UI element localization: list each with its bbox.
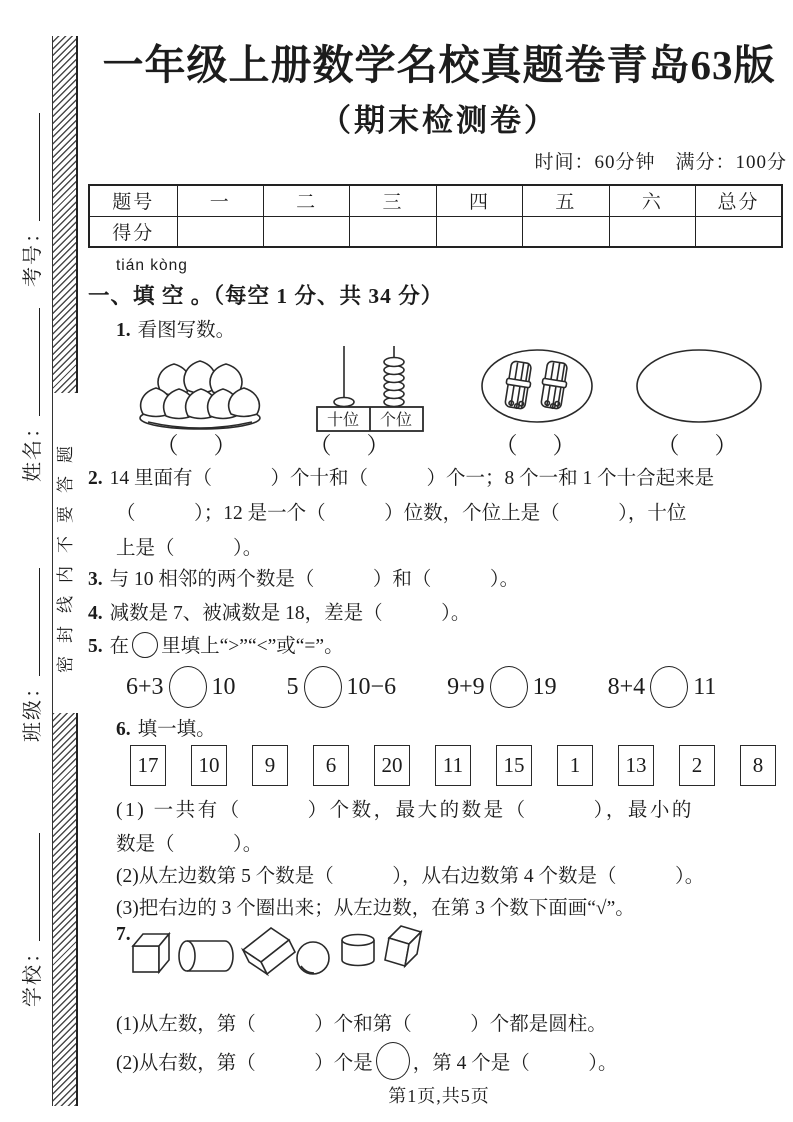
question-3-number: 3.: [88, 569, 103, 590]
class-label: 班级：: [21, 676, 44, 742]
comparison-left: 6+3: [126, 673, 164, 700]
question-5: [88, 630, 344, 658]
compare-circle-blank-icon: [169, 666, 207, 708]
question-4-number: 4.: [88, 603, 103, 624]
comparison-left: 5: [286, 673, 299, 700]
question-2-text-1: 14 里面有（ ）个十和（ ）个一；8 个一和 1 个十合起来是: [109, 468, 715, 489]
name-label: 姓名：: [21, 416, 44, 482]
comparison-left: 9+9: [447, 673, 485, 700]
exam-number-blank-line: [39, 113, 40, 221]
seal-line-text: 密封线内不要答题: [53, 393, 79, 713]
number-box: 17: [130, 745, 166, 786]
name-blank-line: [39, 308, 40, 416]
score-cell: [177, 216, 263, 247]
number-box-row: [130, 745, 776, 786]
question-7-sub-2: [116, 1042, 618, 1080]
comparison-right: 11: [693, 673, 717, 700]
number-box: 8: [740, 745, 776, 786]
exam-number-label: 考号：: [21, 221, 44, 287]
abacus-tens-label: 十位: [326, 412, 360, 429]
question-7-sub-2-pre: (2)从右数，第（ ）个是: [116, 1053, 373, 1074]
question-6-sub-1b: 数是（ ）。: [116, 834, 263, 855]
compare-circle-blank-icon: [304, 666, 342, 708]
score-table-header-row: [89, 185, 782, 216]
col-three: 三: [350, 185, 436, 216]
compare-circle-blank-icon: [650, 666, 688, 708]
score-cell: [696, 216, 782, 247]
sidebar-field-name: [15, 287, 45, 503]
class-blank-line: [39, 568, 40, 676]
comparison-item: [608, 666, 717, 708]
question-4: [88, 597, 470, 625]
question-3-text: 与 10 相邻的两个数是（ ）和（ ）。: [109, 569, 520, 590]
time-score-info: 时间：60分钟 满分：100分: [534, 152, 787, 173]
comparison-item: [126, 666, 236, 708]
comparison-item: [287, 666, 397, 708]
col-one: 一: [177, 185, 263, 216]
answer-blank-3: （ ）: [494, 433, 582, 458]
answer-blank-4: （ ）: [656, 433, 744, 458]
number-box: 2: [679, 745, 715, 786]
question-3: [88, 563, 519, 591]
number-box: 1: [557, 745, 593, 786]
number-box: 15: [496, 745, 532, 786]
number-box: 11: [435, 745, 471, 786]
sidebar-field-exam-number: [15, 92, 45, 308]
score-cell: [263, 216, 349, 247]
abacus-ones-label: 个位: [379, 412, 413, 429]
question-6-number: 6.: [116, 719, 131, 740]
score-cell: [523, 216, 609, 247]
school-blank-line: [39, 833, 40, 941]
stick-bundles-figure: [480, 348, 595, 431]
question-5-text-pre: 在: [109, 636, 130, 657]
col-six: 六: [609, 185, 695, 216]
pinyin-annotation: tián kòng: [116, 257, 188, 274]
comparison-left: 8+4: [607, 673, 646, 700]
question-2-line-1: [88, 462, 714, 490]
comparison-row: [126, 666, 786, 708]
question-6-sub-2: (2)从左边数第 5 个数是（ ），从右边数第 4 个数是（ ）。: [116, 866, 705, 887]
question-2-number: 2.: [88, 468, 103, 489]
score-table: [88, 184, 783, 248]
answer-blank-1: （ ）: [155, 433, 243, 458]
number-box: 9: [252, 745, 288, 786]
comparison-right: 10: [211, 673, 236, 700]
score-cell: [350, 216, 436, 247]
comparison-right: 19: [532, 673, 557, 700]
score-table-score-row: [89, 216, 782, 247]
number-box: 10: [191, 745, 227, 786]
number-box: 6: [313, 745, 349, 786]
question-7-sub-2-post: ，第 4 个是（ ）。: [412, 1053, 618, 1074]
sidebar-field-class: [15, 547, 45, 763]
col-five: 五: [523, 185, 609, 216]
question-1-number: 1.: [116, 320, 131, 341]
score-cell: [436, 216, 522, 247]
footer-page-number: 第1页,共5页: [388, 1086, 490, 1106]
page-subtitle: （期末检测卷）: [320, 103, 558, 138]
section-one-heading: 一、填 空 。（每空 1 分、共 34 分）: [88, 284, 444, 308]
col-two: 二: [263, 185, 349, 216]
question-4-text: 减数是 7、被减数是 18，差是（ ）。: [109, 603, 471, 624]
question-7-sub-1: (1)从左数，第（ ）个和第（ ）个都是圆柱。: [116, 1014, 607, 1035]
exam-content: [85, 0, 793, 1122]
page-title: 一年级上册数学名校真题卷青岛63版: [102, 42, 776, 88]
score-row-label: 得分: [89, 216, 177, 247]
empty-oval-figure: [634, 348, 764, 431]
question-2-line-3: 上是（ ）。: [116, 538, 263, 559]
col-four: 四: [436, 185, 522, 216]
sphere-circle-blank-icon: [376, 1042, 410, 1080]
compare-circle-blank-icon: [132, 632, 158, 658]
school-label: 学校：: [21, 941, 44, 1007]
abacus-figure: [315, 344, 425, 439]
number-box: 13: [618, 745, 654, 786]
question-6-sub-3: (3)把右边的 3 个圈出来；从左边数，在第 3 个数下面画“√”。: [116, 898, 635, 919]
solid-shapes-figure: [127, 922, 427, 1015]
comparison-item: [447, 666, 557, 708]
question-1-text: 看图写数。: [137, 320, 236, 341]
col-total: 总分: [696, 185, 782, 216]
compare-circle-blank-icon: [490, 666, 528, 708]
question-2-line-2: （ ）；12 是一个（ ）位数，个位上是（ ），十位: [116, 503, 687, 524]
question-1: [116, 314, 235, 342]
question-7-number: 7.: [116, 924, 131, 945]
question-number-header: 题号: [89, 185, 177, 216]
question-6-sub-1a: (1) 一共有（ ）个数，最大的数是（ ），最小的: [116, 800, 694, 821]
number-box: 20: [374, 745, 410, 786]
comparison-right: 10−6: [346, 673, 397, 700]
question-6-text: 填一填。: [137, 719, 216, 740]
seal-line-strip: [52, 36, 78, 1106]
score-cell: [609, 216, 695, 247]
answer-blank-2: （ ）: [308, 433, 396, 458]
question-5-number: 5.: [88, 636, 103, 657]
sidebar-field-school: [15, 812, 45, 1028]
question-6: [116, 713, 216, 741]
question-5-text-post: 里填上“>”“<”或“=”。: [161, 636, 344, 657]
